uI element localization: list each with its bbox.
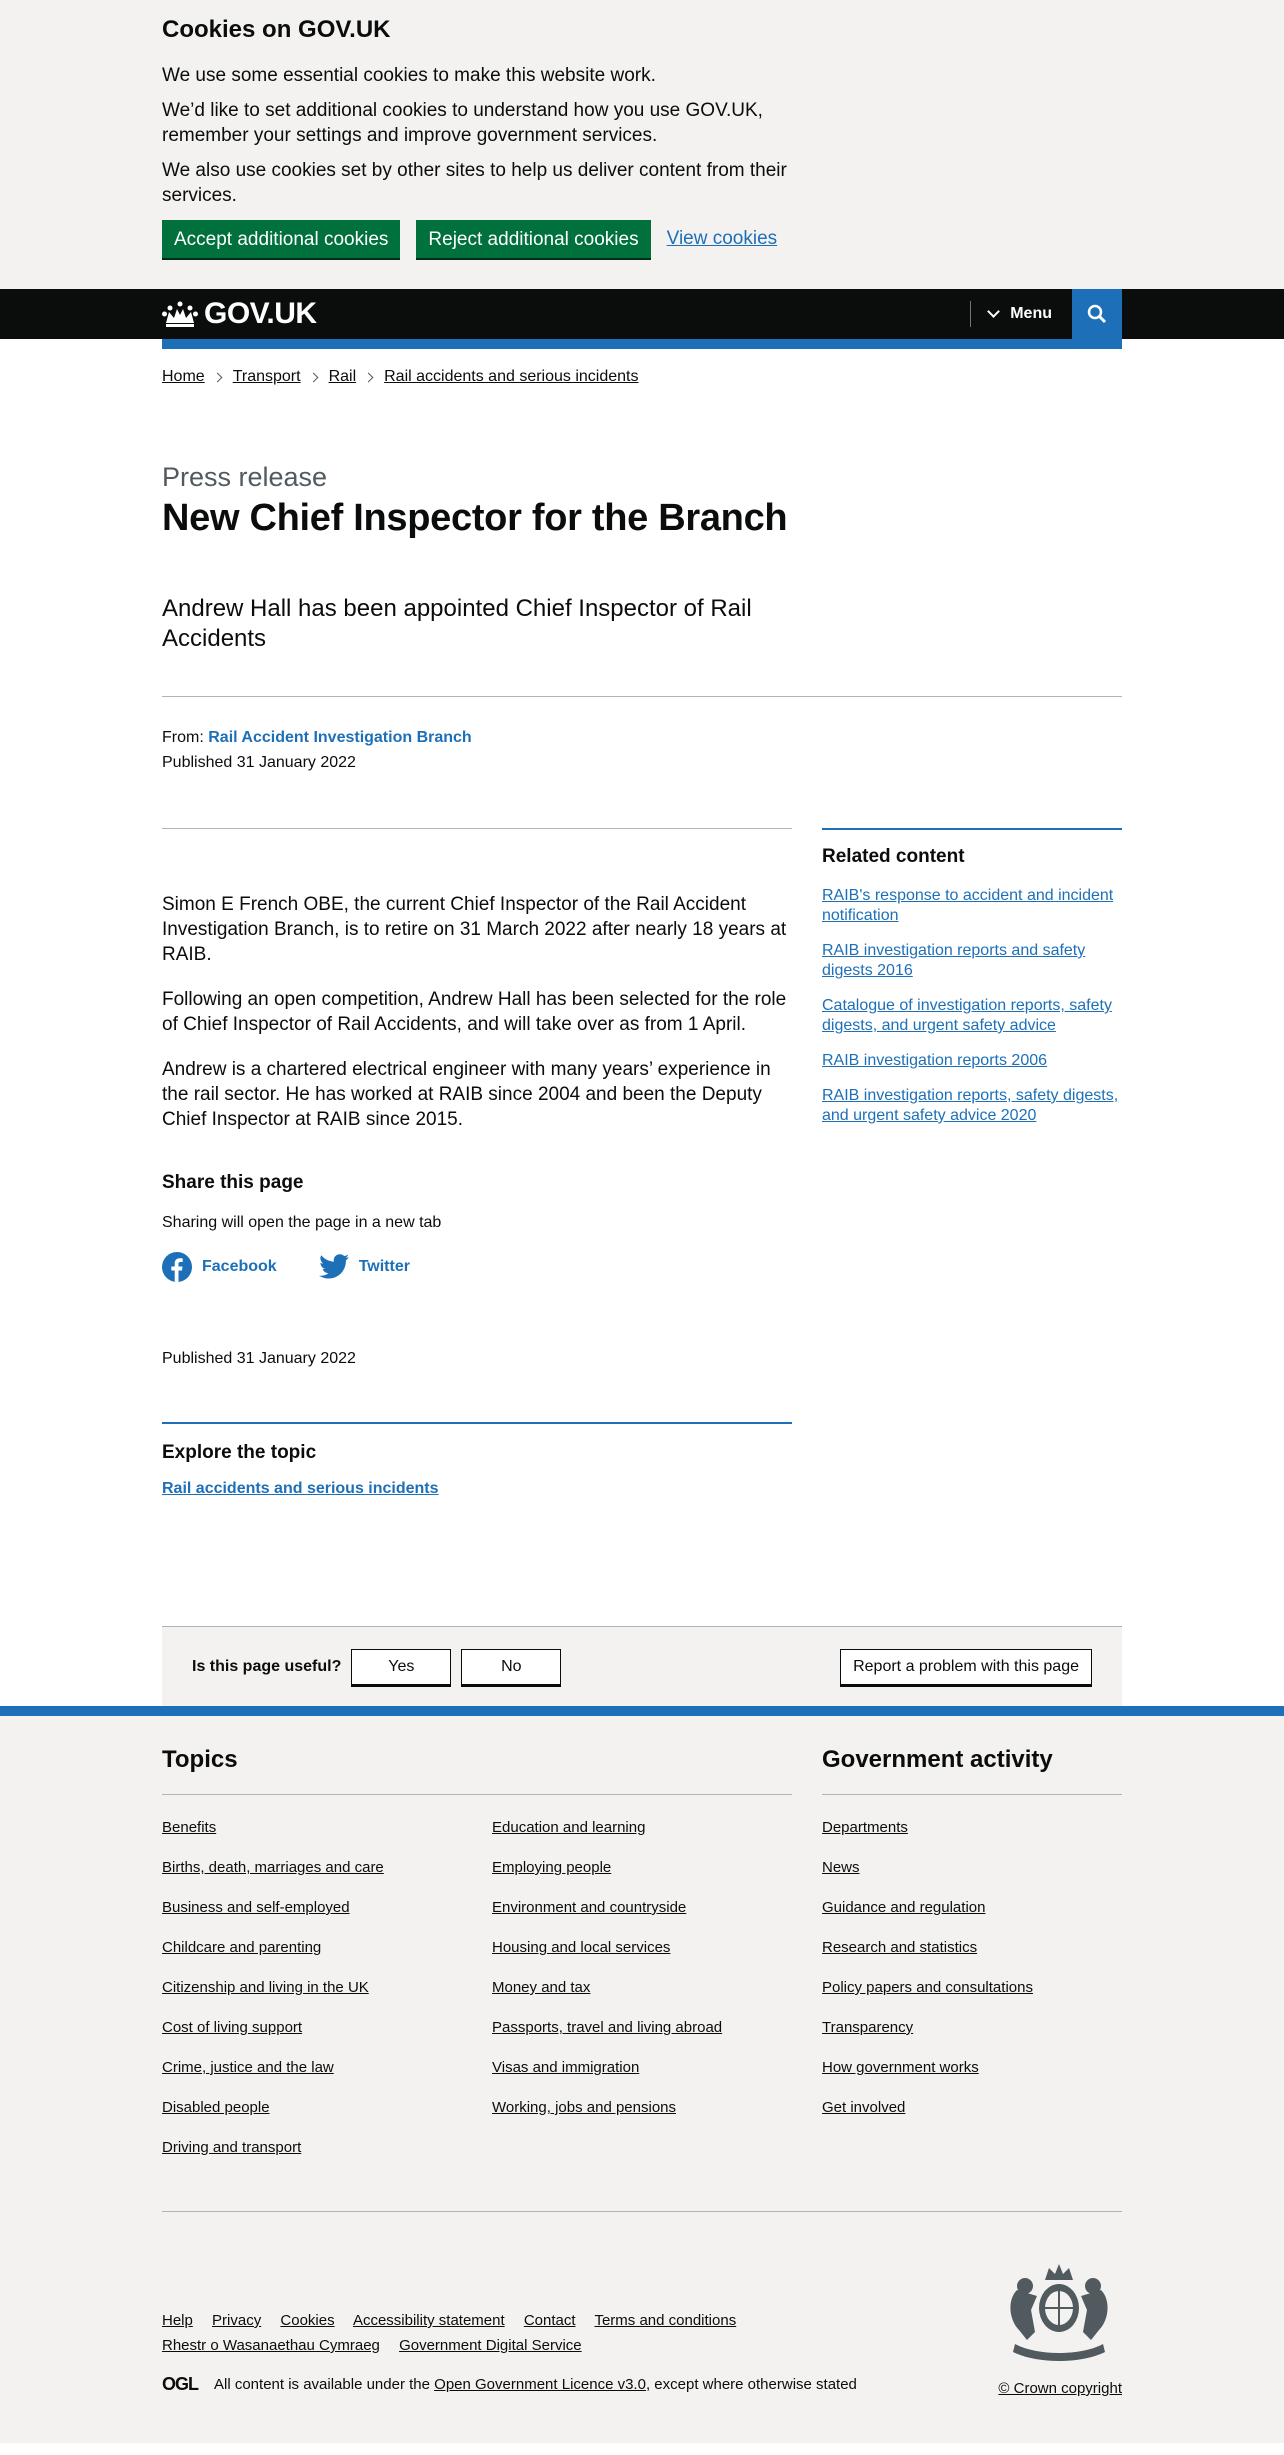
footer-gov-link[interactable]: Departments [822, 1819, 908, 1836]
related-content-title: Related content [822, 846, 965, 867]
breadcrumb-home[interactable]: Home [162, 368, 205, 385]
cookie-text-2: We’d like to set additional cookies to understand how you use GOV.UK, remember your settings and improve government services. [162, 100, 763, 146]
from-organisation-link[interactable]: Rail Accident Investigation Branch [208, 729, 472, 746]
document-type: Press release [162, 462, 328, 492]
footer-privacy-link[interactable]: Privacy [212, 2312, 262, 2329]
chevron-right-icon [212, 372, 222, 382]
feedback-yes-button[interactable]: Yes [351, 1649, 451, 1685]
explore-title: Explore the topic [162, 1442, 317, 1463]
related-link[interactable]: RAIB investigation reports, safety digests, and urgent safety advice 2020 [822, 1087, 1119, 1124]
footer-terms-link[interactable]: Terms and conditions [594, 2312, 737, 2329]
copyright [998, 2380, 1122, 2397]
breadcrumb-rail[interactable]: Rail [328, 368, 357, 385]
search-icon [1087, 304, 1107, 324]
footer-topic-link[interactable]: Employing people [492, 1859, 612, 1876]
footer-gov-link[interactable]: How government works [822, 2059, 979, 2076]
cookie-banner-title: Cookies on GOV.UK [162, 16, 391, 43]
footer-topic-link[interactable]: Births, death, marriages and care [162, 1859, 384, 1876]
footer-gov-link[interactable]: News [822, 1859, 860, 1876]
twitter-label: Twitter [358, 1258, 410, 1275]
footer-contact-link[interactable]: Contact [523, 2312, 576, 2329]
divider [162, 828, 792, 829]
footer-topic-link[interactable]: Passports, travel and living abroad [492, 2019, 723, 2036]
royal-coat-of-arms-icon [997, 2260, 1122, 2364]
licence-post: , except where otherwise stated [645, 2376, 857, 2393]
breadcrumb [162, 349, 1122, 389]
explore-topic [162, 1422, 792, 1498]
footer-topic-link[interactable]: Environment and countryside [492, 1899, 687, 1916]
facebook-icon [162, 1252, 192, 1282]
divider [162, 696, 1122, 697]
accept-cookies-button[interactable]: Accept additional cookies [162, 220, 400, 258]
share-facebook-link[interactable] [162, 1252, 277, 1282]
breadcrumb-transport[interactable]: Transport [232, 368, 301, 385]
footer-topic-link[interactable]: Cost of living support [162, 2019, 303, 2036]
footer-accessibility-link[interactable]: Accessibility statement [352, 2312, 505, 2329]
chevron-down-icon [987, 305, 1000, 318]
copyright-link[interactable]: © Crown copyright [998, 2380, 1122, 2397]
body-paragraph: Following an open competition, Andrew Hall has been selected for the role of Chief Inspector of Rail Accidents, and will take over as from 1 April. [162, 989, 787, 1035]
footer-topic-link[interactable]: Disabled people [162, 2099, 270, 2116]
feedback-no-button[interactable]: No [461, 1649, 561, 1685]
related-link[interactable]: RAIB investigation reports and safety digests 2016 [822, 942, 1086, 979]
footer-meta-links [162, 2308, 822, 2358]
body-paragraph: Simon E French OBE, the current Chief Inspector of the Rail Accident Investigation Branch, is to retire on 31 March 2022 after nearly 18 years at RAIB. [162, 894, 787, 965]
twitter-icon [319, 1254, 349, 1280]
licence [162, 2374, 1122, 2395]
footer-gov-link[interactable]: Policy papers and consultations [822, 1979, 1033, 1996]
related-link[interactable]: RAIB's response to accident and incident notification [822, 887, 1114, 924]
share-section [162, 1172, 792, 1282]
site-footer [0, 1706, 1284, 2443]
footer-topic-link[interactable]: Business and self-employed [162, 1899, 350, 1916]
footer-topic-link[interactable]: Driving and transport [162, 2139, 302, 2156]
footer-topic-link[interactable]: Money and tax [492, 1979, 591, 1996]
footer-gov-link[interactable]: Research and statistics [822, 1939, 978, 1956]
footer-meta [162, 2211, 1122, 2443]
site-header [0, 289, 1284, 339]
breadcrumb-rail-accidents[interactable]: Rail accidents and serious incidents [384, 368, 639, 385]
ogl-logo: OGL [162, 2374, 198, 2394]
footer-gov-link[interactable]: Transparency [822, 2019, 914, 2036]
footer-topic-link[interactable]: Citizenship and living in the UK [162, 1979, 369, 1996]
footer-government-activity [822, 1746, 1122, 2179]
licence-link[interactable]: Open Government Licence v3.0 [434, 2376, 646, 2393]
chevron-right-icon [364, 372, 374, 382]
footer-gov-link[interactable]: Get involved [822, 2099, 906, 2116]
footer-topic-link[interactable]: Benefits [162, 1819, 217, 1836]
published-footer: Published 31 January 2022 [162, 1350, 356, 1367]
body-paragraph: Andrew is a chartered electrical engineer with many years’ experience in the rail sector. He has worked at RAIB since 2004 and been the Deputy Chief Inspector at RAIB since 2015. [162, 1059, 771, 1130]
footer-gds-link[interactable]: Government Digital Service [399, 2337, 582, 2354]
footer-topic-link[interactable]: Childcare and parenting [162, 1939, 322, 1956]
footer-cookies-link[interactable]: Cookies [280, 2312, 335, 2329]
footer-welsh-link[interactable]: Rhestr o Wasanaethau Cymraeg [162, 2337, 380, 2354]
footer-help-link[interactable]: Help [162, 2312, 193, 2329]
search-button[interactable] [1072, 289, 1122, 339]
footer-topic-link[interactable]: Housing and local services [492, 1939, 671, 1956]
article-body [162, 892, 792, 1132]
cookie-text-1: We use some essential cookies to make this website work. [162, 65, 656, 86]
metadata [162, 725, 1122, 775]
footer-topic-link[interactable]: Visas and immigration [492, 2059, 640, 2076]
footer-topic-link[interactable]: Working, jobs and pensions [492, 2099, 676, 2116]
related-content [822, 828, 1122, 1498]
footer-topic-link[interactable]: Crime, justice and the law [162, 2059, 334, 2076]
footer-topics-title: Topics [162, 1746, 792, 1795]
crown-icon [162, 299, 198, 329]
from-label: From: [162, 729, 204, 746]
view-cookies-link[interactable]: View cookies [666, 228, 778, 249]
feedback-question: Is this page useful? [192, 1657, 342, 1675]
footer-gov-link[interactable]: Guidance and regulation [822, 1899, 986, 1916]
published-date: 31 January 2022 [236, 754, 356, 771]
logo-text: GOV.UK [204, 297, 317, 330]
explore-topic-link[interactable]: Rail accidents and serious incidents [162, 1480, 439, 1497]
related-link[interactable]: RAIB investigation reports 2006 [822, 1052, 1048, 1069]
report-problem-button[interactable]: Report a problem with this page [840, 1649, 1092, 1685]
header-blue-bar [162, 339, 1122, 349]
cookie-text-3: We also use cookies set by other sites to help us deliver content from their services. [162, 160, 787, 206]
share-note: Sharing will open the page in a new tab [162, 1214, 442, 1231]
share-title: Share this page [162, 1172, 304, 1193]
feedback-bar [162, 1626, 1122, 1706]
menu-label: Menu [1010, 305, 1052, 322]
lede: Andrew Hall has been appointed Chief Inspector of Rail Accidents [162, 595, 752, 652]
chevron-right-icon [308, 372, 318, 382]
published-label: Published [162, 754, 233, 771]
footer-gov-title: Government activity [822, 1746, 1122, 1795]
page-title: New Chief Inspector for the Branch [162, 497, 788, 539]
share-twitter-link[interactable] [319, 1254, 410, 1280]
facebook-label: Facebook [202, 1258, 277, 1275]
main-content [162, 828, 792, 1498]
reject-cookies-button[interactable]: Reject additional cookies [416, 220, 650, 258]
menu-button[interactable] [970, 301, 1072, 327]
govuk-logo[interactable] [162, 297, 317, 331]
footer-topic-link[interactable]: Education and learning [492, 1819, 646, 1836]
cookie-banner [0, 0, 1284, 289]
footer-topics [162, 1746, 792, 2179]
licence-pre: All content is available under the [214, 2376, 430, 2393]
related-link[interactable]: Catalogue of investigation reports, safety digests, and urgent safety advice [822, 997, 1112, 1034]
